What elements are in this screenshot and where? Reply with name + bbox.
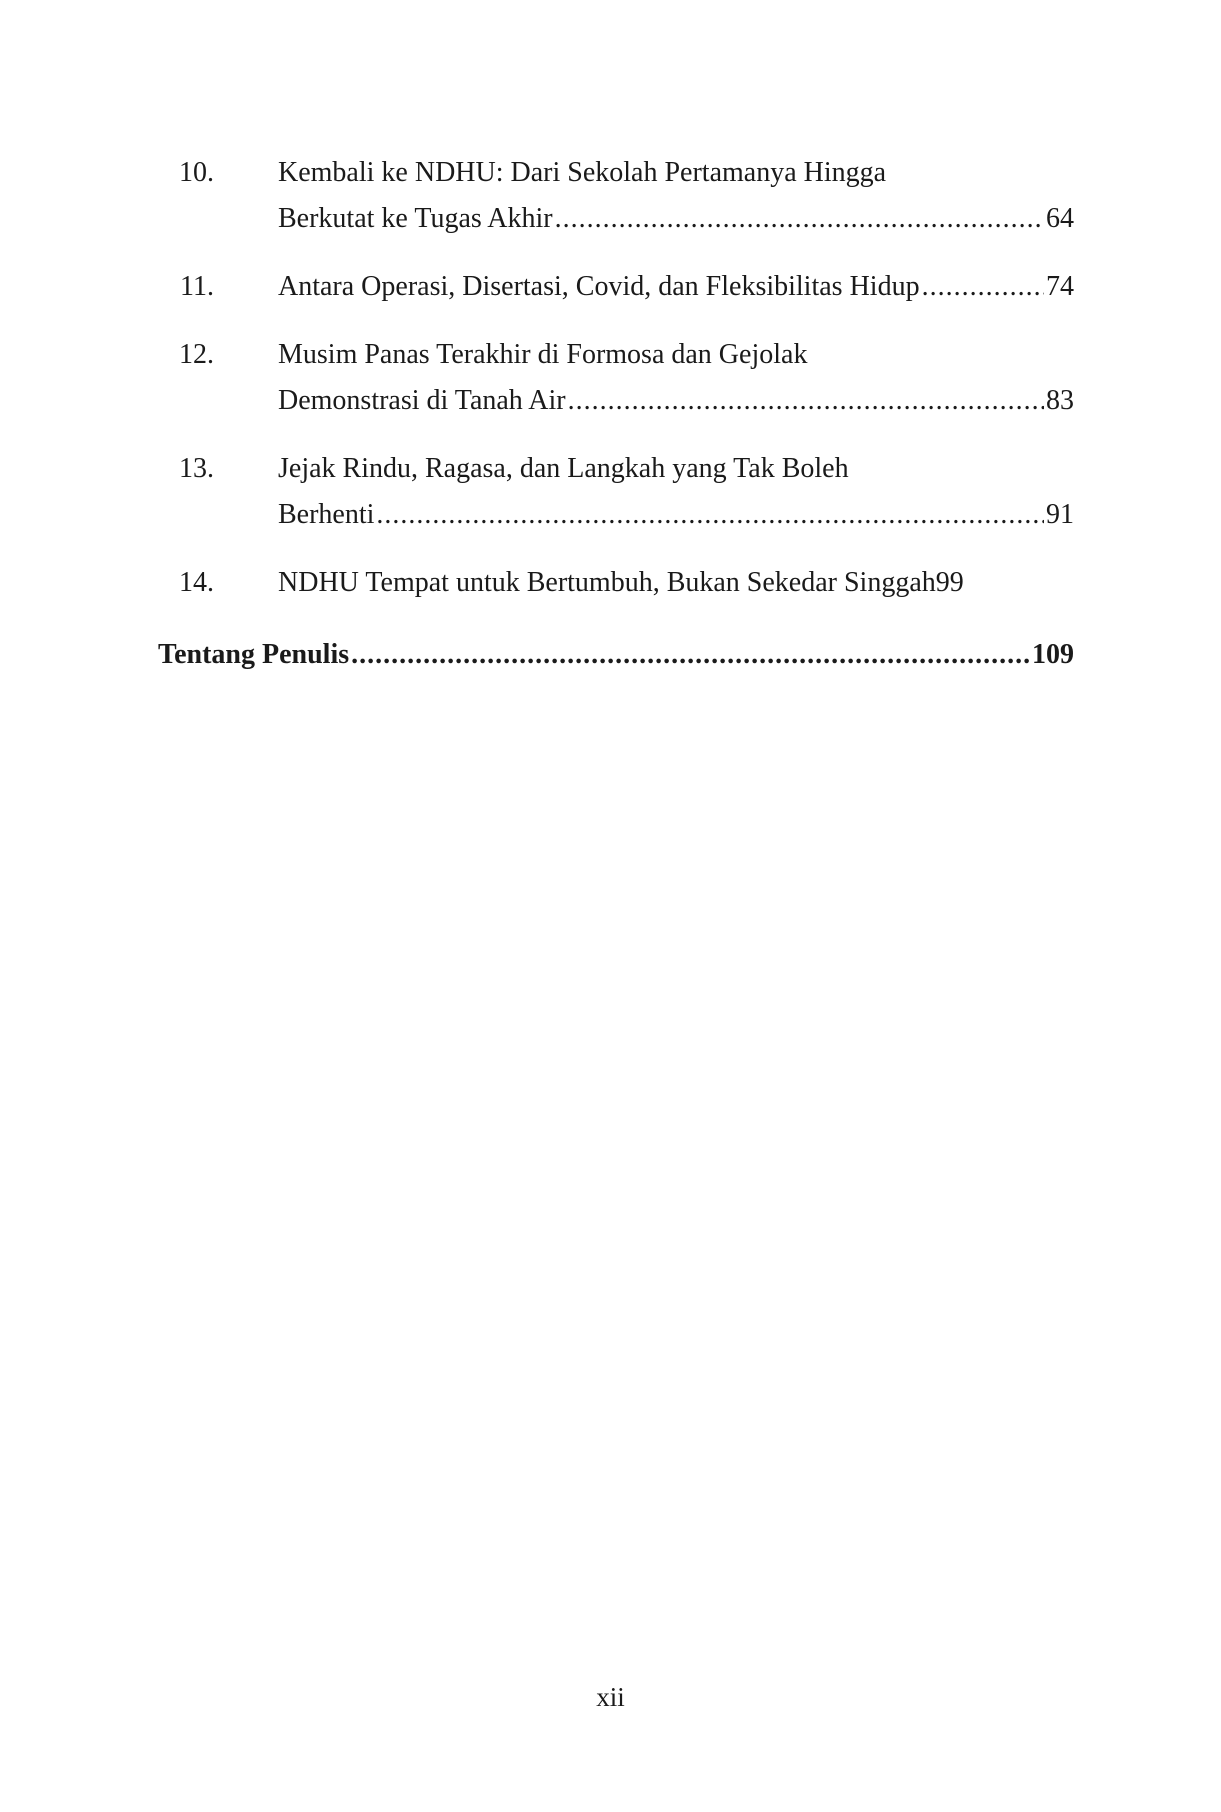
dot-leader bbox=[351, 632, 1030, 678]
page-number: xii bbox=[596, 1682, 625, 1712]
toc-entry-10[interactable] bbox=[158, 150, 1074, 242]
toc-entry-title-line: Kembali ke NDHU: Dari Sekolah Pertamanya Hingga bbox=[278, 157, 887, 188]
toc-entry-title-line: Demonstrasi di Tanah Air bbox=[278, 385, 566, 416]
toc-entry-11[interactable] bbox=[158, 264, 1074, 310]
dot-leader bbox=[376, 492, 1044, 538]
toc-entry-number: 14. bbox=[179, 567, 214, 598]
toc-entry-page: 91 bbox=[1046, 499, 1074, 530]
toc-entry-number: 13. bbox=[179, 453, 214, 484]
toc-entry-title-line: Tentang Penulis bbox=[158, 639, 350, 670]
toc-entry-page: 99 bbox=[935, 567, 964, 598]
toc-entry-number: 12. bbox=[179, 339, 214, 370]
dot-leader bbox=[568, 378, 1044, 424]
toc-entry-page: 74 bbox=[1046, 271, 1074, 302]
dot-leader bbox=[555, 196, 1044, 242]
toc-entry-page: 64 bbox=[1046, 203, 1074, 234]
toc-entry-title-line: Berhenti bbox=[278, 499, 375, 530]
toc-entry-13[interactable] bbox=[158, 446, 1074, 538]
dot-leader bbox=[922, 264, 1044, 310]
toc-entry-title-line: Antara Operasi, Disertasi, Covid, dan Fleksibilitas Hidup bbox=[278, 271, 920, 302]
toc-entry-page: 109 bbox=[1032, 639, 1074, 670]
toc-entry-title-line: Berkutat ke Tugas Akhir bbox=[278, 203, 553, 234]
toc-entry-number: 11. bbox=[180, 271, 214, 302]
toc-entry-12[interactable] bbox=[158, 332, 1074, 424]
table-of-contents bbox=[158, 150, 1074, 678]
toc-entry-page: 83 bbox=[1046, 385, 1074, 416]
toc-entry-number: 10. bbox=[179, 157, 214, 188]
toc-entry-title-line: Jejak Rindu, Ragasa, dan Langkah yang Tak Boleh bbox=[278, 453, 849, 484]
toc-entry-about-author[interactable] bbox=[158, 632, 1074, 678]
toc-entry-title-line: NDHU Tempat untuk Bertumbuh, Bukan Sekedar Singgah bbox=[278, 567, 936, 598]
toc-entry-14[interactable] bbox=[158, 560, 1074, 606]
toc-entry-title-line: Musim Panas Terakhir di Formosa dan Gejolak bbox=[278, 339, 808, 370]
